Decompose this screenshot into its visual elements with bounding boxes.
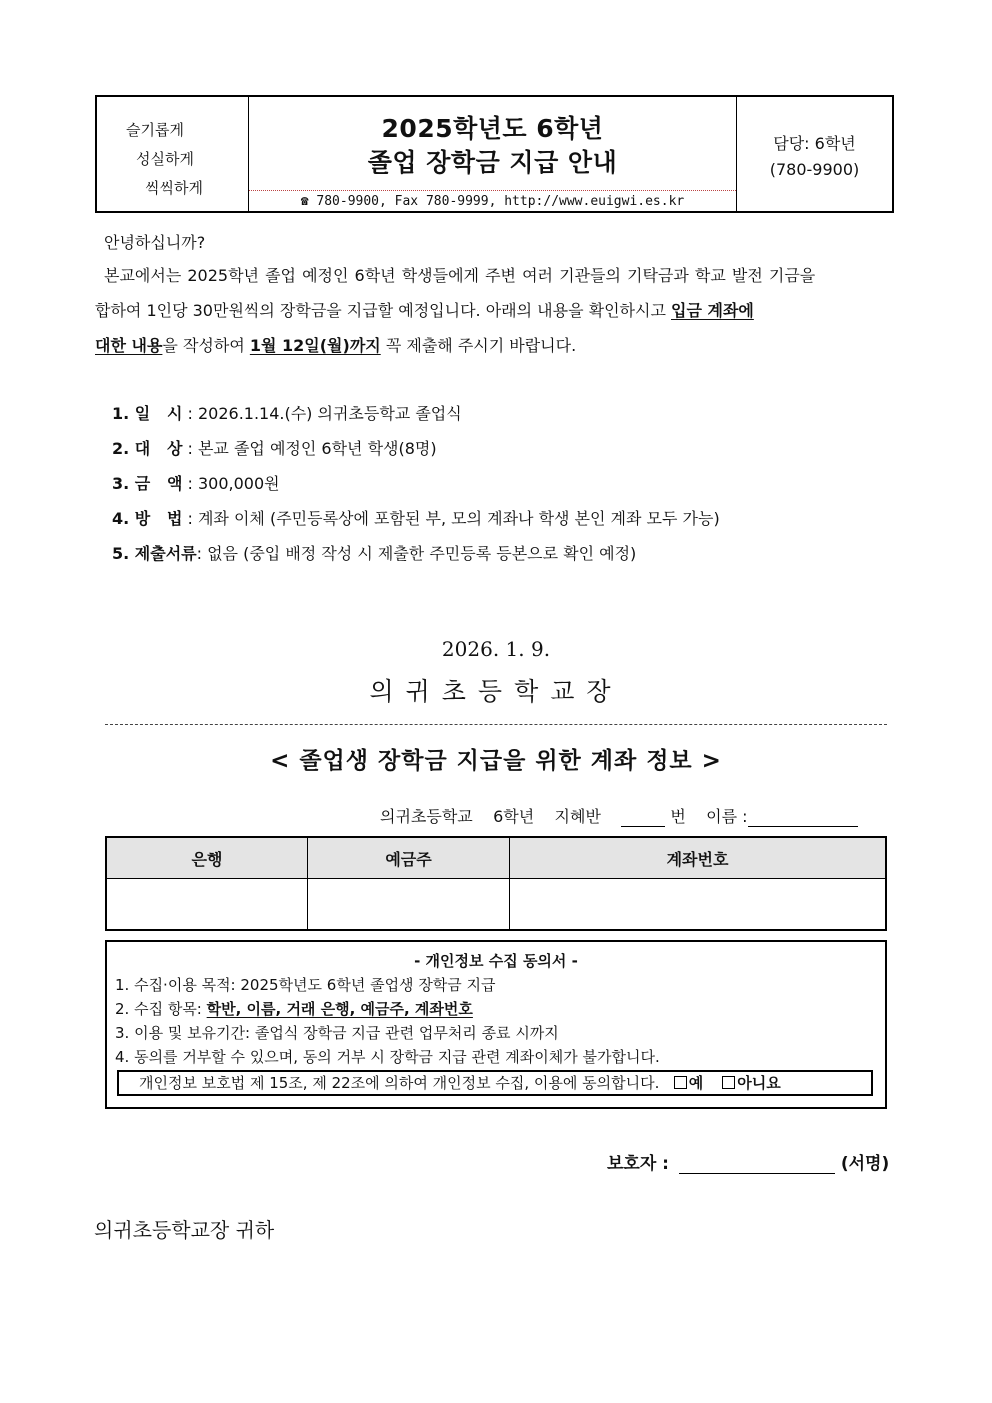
student-name-field[interactable] — [748, 810, 858, 827]
item-label: 4. 방 법 — [112, 509, 183, 528]
motto-line: 슬기롭게 — [126, 121, 184, 139]
motto-line: 성실하게 — [136, 150, 194, 168]
emphasis: 입금 계좌에 — [671, 301, 754, 320]
guardian-label: 보호자 : — [607, 1154, 669, 1174]
no-checkbox[interactable] — [722, 1076, 735, 1089]
telephone-icon: ☎ — [300, 194, 309, 209]
text: 꼭 제출해 주시기 바랍니다. — [380, 336, 577, 355]
agreement-text: 개인정보 보호법 제 15조, 제 22조에 의하여 개인정보 수집, 이용에 동의합니다. — [139, 1074, 660, 1092]
title-area — [249, 97, 736, 211]
table-row — [106, 879, 886, 931]
collected-items: 학반, 이름, 거래 은행, 예금주, 계좌번호 — [206, 1000, 473, 1018]
consent-line: 4. 동의를 거부할 수 있으며, 동의 거부 시 장학금 지급 관련 계좌이체가 불가합니다. — [115, 1048, 660, 1066]
guardian-signature-field[interactable] — [679, 1157, 835, 1174]
consent-box — [105, 940, 887, 1109]
principal-name: 의귀초등학교장 — [369, 677, 623, 706]
text: 을 작성하여 — [162, 336, 250, 355]
account-table — [105, 836, 887, 931]
header-box — [95, 95, 894, 213]
contact-info — [249, 194, 736, 209]
consent-title: - 개인정보 수집 동의서 - — [414, 952, 578, 970]
doc-title-line1: 2025학년도 6학년 — [381, 114, 604, 143]
item-text: 계좌 이체 (주민등록상에 포함된 부, 모의 계좌나 학생 본인 계좌 모두 가능) — [197, 509, 720, 528]
signature-label: (서명) — [840, 1154, 890, 1174]
item-text: 없음 (중입 배정 작성 시 제출한 주민등록 등본으로 확인 예정) — [207, 544, 637, 563]
issue-date: 2026. 1. 9. — [441, 637, 551, 661]
yes-label: 예 — [688, 1074, 704, 1092]
number-label: 번 — [670, 807, 686, 826]
table-header-row — [106, 837, 886, 879]
manager-info — [736, 97, 892, 211]
account-number-field[interactable] — [510, 879, 887, 931]
cut-line — [105, 724, 887, 725]
student-number-field[interactable] — [621, 810, 665, 827]
greeting: 안녕하십니까? — [104, 233, 206, 252]
yes-checkbox[interactable] — [674, 1076, 687, 1089]
addressee: 의귀초등학교장 귀하 — [94, 1218, 275, 1242]
bank-field[interactable] — [106, 879, 308, 931]
item-label: 5. 제출서류 — [112, 544, 197, 563]
item-label: 3. 금 액 — [112, 474, 183, 493]
item-text: 본교 졸업 예정인 6학년 학생(8명) — [197, 439, 437, 458]
info-item — [112, 401, 462, 424]
emphasis: 대한 내용 — [95, 336, 163, 355]
item-sep: : — [182, 509, 198, 528]
info-item — [112, 436, 437, 459]
column-header-holder: 예금주 — [308, 837, 510, 879]
manager-phone: (780-9900) — [769, 160, 860, 179]
item-sep: : — [182, 474, 198, 493]
consent-line: 1. 수집·이용 목적: 2025학년도 6학년 졸업생 장학금 지급 — [115, 976, 496, 994]
intro-paragraph-line — [95, 298, 754, 321]
divider — [249, 190, 736, 191]
agreement-row — [117, 1070, 873, 1096]
class-name: 지혜반 — [554, 807, 601, 826]
school-motto — [97, 97, 249, 211]
text: 합하여 1인당 30만원씩의 장학금을 지급할 예정입니다. 아래의 내용을 확인하시고 — [95, 301, 671, 320]
form-title: < 졸업생 장학금 지급을 위한 계좌 정보 > — [270, 748, 722, 774]
item-label: 2. 대 상 — [112, 439, 183, 458]
item-text: 2026.1.14.(수) 의귀초등학교 졸업식 — [197, 404, 462, 423]
intro-paragraph-line — [95, 333, 576, 356]
no-label: 아니요 — [737, 1074, 781, 1092]
school-name: 의귀초등학교 — [380, 807, 473, 826]
name-label: 이름 : — [706, 807, 748, 826]
doc-title-line2: 졸업 장학금 지급 안내 — [367, 148, 618, 177]
deadline: 1월 12일(월)까지 — [249, 336, 381, 355]
consent-line: 3. 이용 및 보유기간: 졸업식 장학금 지급 관련 업무처리 종료 시까지 — [115, 1024, 559, 1042]
info-item — [112, 471, 280, 494]
column-header-account: 계좌번호 — [510, 837, 887, 879]
contact-text: 780-9900, Fax 780-9999, http://www.euigwi.es.kr — [316, 194, 685, 209]
guardian-signature-line — [607, 1149, 889, 1174]
grade: 6학년 — [493, 807, 535, 826]
item-sep: : — [196, 544, 208, 563]
item-sep: : — [182, 404, 198, 423]
info-item — [112, 506, 720, 529]
consent-line — [115, 998, 473, 1019]
manager-line: 담당: 6학년 — [773, 134, 856, 153]
student-info-line — [380, 804, 858, 827]
text: 2. 수집 항목: — [115, 1000, 207, 1018]
column-header-bank: 은행 — [106, 837, 308, 879]
item-sep: : — [182, 439, 198, 458]
info-item — [112, 541, 636, 564]
holder-field[interactable] — [308, 879, 510, 931]
intro-paragraph-line: 본교에서는 2025학년 졸업 예정인 6학년 학생들에게 주변 여러 기관들의 기탁금과 학교 발전 기금을 — [104, 266, 816, 285]
item-text: 300,000원 — [197, 474, 280, 493]
motto-line: 씩씩하게 — [145, 179, 203, 197]
item-label: 1. 일 시 — [112, 404, 183, 423]
